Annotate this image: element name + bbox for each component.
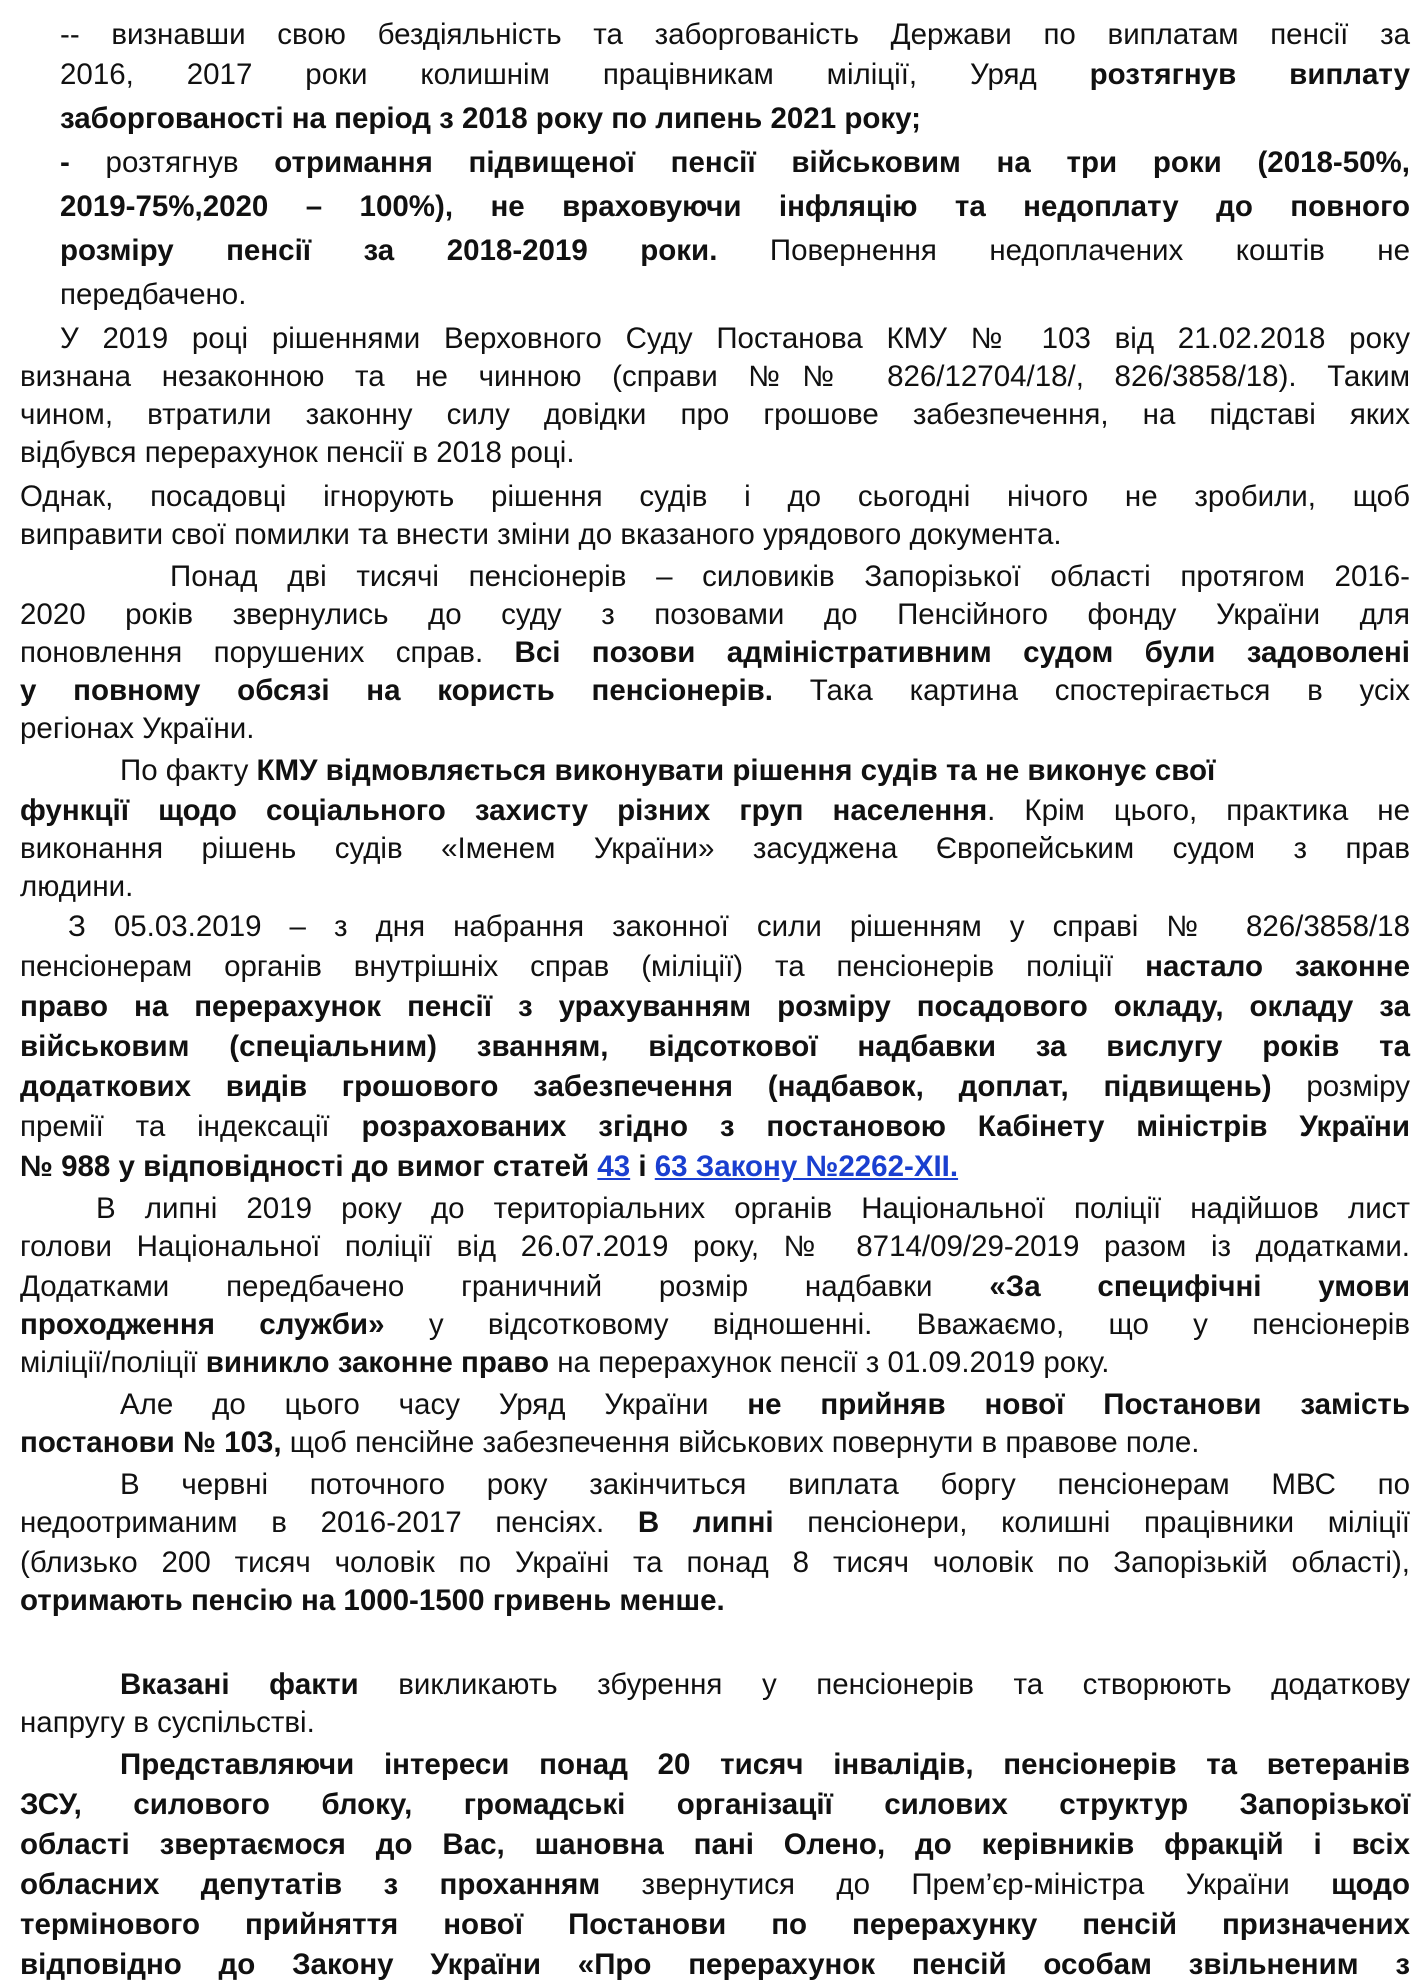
plain-text: викликають збурення у пенсіонерів та створюють додаткову xyxy=(358,1668,1410,1701)
text-line xyxy=(20,830,1410,868)
text-line xyxy=(60,144,1410,182)
plain-text: Однак, посадовці ігнорують рішення судів і до сьогодні нічого не зробили, щоб xyxy=(20,480,1410,513)
bold-text: право на перерахунок пенсії з урахуванням розміру посадового окладу, окладу за xyxy=(20,990,1410,1023)
plain-text: чином, втратили законну силу довідки про грошове забезпечення, на підставі яких xyxy=(20,398,1410,431)
bold-text: № 988 у відповідності до вимог статей xyxy=(20,1150,598,1183)
text-line xyxy=(120,1386,1410,1424)
text-line xyxy=(20,1268,1410,1306)
text-line xyxy=(20,792,1410,830)
bold-text: у повному обсязі на користь пенсіонерів. xyxy=(20,674,773,707)
text-line xyxy=(20,1544,1410,1582)
bold-text: розміру пенсії за 2018-2019 роки. xyxy=(60,234,718,267)
text-line xyxy=(20,434,1410,472)
plain-text: . Крім цього, практика не xyxy=(987,794,1410,827)
text-line xyxy=(120,1746,1410,1784)
plain-text: премії та індексації xyxy=(20,1110,362,1143)
plain-text: визнана незаконною та не чинною (справи №№ 826/12704/18/, 826/3858/18). Таким xyxy=(20,360,1410,393)
text-line xyxy=(20,1704,1410,1742)
text-line xyxy=(20,1504,1410,1542)
plain-text: Така картина спостерігається в усіх xyxy=(773,674,1411,707)
plain-text: 2020 років звернулись до суду з позовами до Пенсійного фонду України для xyxy=(20,598,1410,631)
bold-text: Представляючи інтереси понад 20 тисяч інвалідів, пенсіонерів та ветеранів xyxy=(120,1748,1410,1781)
text-line xyxy=(120,1666,1410,1704)
text-line xyxy=(20,1148,1410,1186)
plain-text: передбачено. xyxy=(60,278,247,311)
bold-text: Всі позови адміністративним судом були задоволені xyxy=(514,636,1410,669)
bold-text: відповідно до Закону України «Про перерахунок пенсій особам звільненим з xyxy=(20,1948,1410,1981)
plain-text: В липні 2019 року до територіальних органів Національної поліції надійшов лист xyxy=(96,1192,1410,1225)
text-line xyxy=(20,988,1410,1026)
text-line xyxy=(20,1826,1410,1864)
plain-text: В червні поточного року закінчиться виплата боргу пенсіонерам МВС по xyxy=(120,1468,1410,1501)
plain-text: пенсіонерам органів внутрішніх справ (міліції) та пенсіонерів поліції xyxy=(20,950,1146,983)
text-line xyxy=(20,1306,1410,1344)
bold-text: військовим (спеціальним) званням, відсоткової надбавки за вислугу років та xyxy=(20,1030,1410,1063)
text-line xyxy=(20,672,1410,710)
bold-text: отримання підвищеної пенсії військовим на три роки (2018-50%, xyxy=(274,146,1410,179)
text-line xyxy=(96,1190,1410,1228)
plain-text: (близько 200 тисяч чоловік по Україні та понад 8 тисяч чоловік по Запорізькій області), xyxy=(20,1546,1410,1579)
text-line xyxy=(20,1866,1410,1904)
text-line xyxy=(60,16,1410,54)
text-line xyxy=(20,1786,1410,1824)
plain-text: щоб пенсійне забезпечення військових повернути в правове поле. xyxy=(281,1426,1200,1459)
plain-text: У 2019 році рішеннями Верховного Суду Постанова КМУ № 103 від 21.02.2018 року xyxy=(60,322,1410,355)
bold-text: обласних депутатів з проханням xyxy=(20,1868,601,1901)
text-line xyxy=(20,1344,1410,1382)
plain-text: регіонах України. xyxy=(20,712,255,745)
plain-text: Але до цього часу Уряд України xyxy=(120,1388,748,1421)
bold-text: області звертаємося до Вас, шановна пані Олено, до керівників фракцій і всіх xyxy=(20,1828,1410,1861)
text-line xyxy=(20,1108,1410,1146)
plain-text: недоотриманим в 2016-2017 пенсіях. xyxy=(20,1506,638,1539)
text-line xyxy=(20,358,1410,396)
bold-text: КМУ відмовляється виконувати рішення судів та не виконує свої xyxy=(256,754,1216,787)
text-line xyxy=(60,100,1410,138)
plain-text: -- визнавши свою бездіяльність та заборгованість Держави по виплатам пенсії за xyxy=(60,18,1410,51)
bold-text: додаткових видів грошового забезпечення (надбавок, доплат, підвищень) xyxy=(20,1070,1272,1103)
text-line xyxy=(20,1028,1410,1066)
text-line xyxy=(60,188,1410,226)
text-line xyxy=(120,1466,1410,1504)
text-line xyxy=(20,868,1410,906)
text-line xyxy=(20,1424,1410,1462)
text-line xyxy=(60,276,1410,314)
plain-text: у відсотковому відношенні. Вважаємо, що у пенсіонерів xyxy=(384,1308,1410,1341)
text-line xyxy=(20,948,1410,986)
text-line xyxy=(20,710,1410,748)
plain-text: на перерахунок пенсії з 01.09.2019 року. xyxy=(549,1346,1110,1379)
plain-text: Повернення недоплачених коштів не xyxy=(717,234,1410,267)
text-line xyxy=(20,1946,1410,1984)
bold-text: виникло законне право xyxy=(205,1346,550,1379)
plain-text: розтягнув xyxy=(105,146,275,179)
text-line xyxy=(20,396,1410,434)
bold-text: «За специфічні умови xyxy=(989,1270,1411,1303)
plain-text: виправити свої помилки та внести зміни до вказаного урядового документа. xyxy=(20,518,1062,551)
bold-text: отримають пенсію на 1000-1500 гривень менше. xyxy=(20,1584,725,1617)
plain-text: Додатками передбачено граничний розмір надбавки xyxy=(20,1270,990,1303)
plain-text: Понад дві тисячі пенсіонерів – силовиків Запорізької області протягом 2016- xyxy=(170,560,1410,593)
plain-text: пенсіонери, колишні працівники міліції xyxy=(773,1506,1410,1539)
bold-text: настало законне xyxy=(1145,950,1411,983)
plain-text: голови Національної поліції від 26.07.2019 року, № 8714/09/29-2019 разом із додатками. xyxy=(20,1230,1410,1263)
text-line xyxy=(20,1068,1410,1106)
plain-text: міліції/поліції xyxy=(20,1346,206,1379)
text-line xyxy=(20,1228,1410,1266)
plain-text: виконання рішень судів «Іменем України» засуджена Європейським судом з прав xyxy=(20,832,1410,865)
bold-text: проходження служби» xyxy=(20,1308,385,1341)
plain-text: 2016, 2017 роки колишнім працівникам міліції, Уряд xyxy=(60,58,1090,91)
text-line xyxy=(60,320,1410,358)
plain-text: напругу в суспільстві. xyxy=(20,1706,315,1739)
law-article-link[interactable]: 63 Закону №2262-XII. xyxy=(654,1150,959,1183)
plain-text: По факту xyxy=(120,754,257,787)
text-line xyxy=(20,1582,1410,1620)
bold-text: 2019-75%,2020 – 100%), не враховуючи інфляцію та недоплату до повного xyxy=(60,190,1410,223)
bold-text: заборгованості на період з 2018 року по липень 2021 року; xyxy=(60,102,921,135)
bold-text: - xyxy=(60,146,106,179)
bold-text: і xyxy=(630,1150,655,1183)
plain-text: людини. xyxy=(20,870,134,903)
plain-text: З 05.03.2019 – з дня набрання законної сили рішенням у справі № 826/3858/18 xyxy=(68,910,1410,943)
plain-text: звернутися до Прем’єр-міністра України xyxy=(600,1868,1332,1901)
bold-text: термінового прийняття нової Постанови по перерахунку пенсій призначених xyxy=(20,1908,1410,1941)
bold-text: постанови № 103, xyxy=(20,1426,282,1459)
plain-text: розміру xyxy=(1271,1070,1410,1103)
plain-text: відбувся перерахунок пенсії в 2018 році. xyxy=(20,436,575,469)
bold-text: розтягнув виплату xyxy=(1089,58,1411,91)
bold-text: ЗСУ, силового блоку, громадські організації силових структур Запорізької xyxy=(20,1788,1410,1821)
text-line xyxy=(68,908,1410,946)
bold-text: щодо xyxy=(1331,1868,1410,1901)
text-line xyxy=(60,232,1410,270)
law-article-link[interactable]: 43 xyxy=(597,1150,631,1183)
bold-text: розрахованих згідно з постановою Кабінету міністрів України xyxy=(361,1110,1410,1143)
bold-text: В липні xyxy=(637,1506,774,1539)
text-line xyxy=(20,516,1410,554)
bold-text: функції щодо соціального захисту різних груп населення xyxy=(20,794,988,827)
text-line xyxy=(20,1906,1410,1944)
bold-text: Вказані факти xyxy=(120,1668,359,1701)
text-line xyxy=(20,634,1410,672)
text-line xyxy=(170,558,1410,596)
text-line xyxy=(20,596,1410,634)
bold-text: не прийняв нової Постанови замість xyxy=(747,1388,1411,1421)
plain-text: поновлення порушених справ. xyxy=(20,636,515,669)
text-line xyxy=(20,478,1410,516)
text-line xyxy=(120,752,1410,790)
text-line xyxy=(60,56,1410,94)
